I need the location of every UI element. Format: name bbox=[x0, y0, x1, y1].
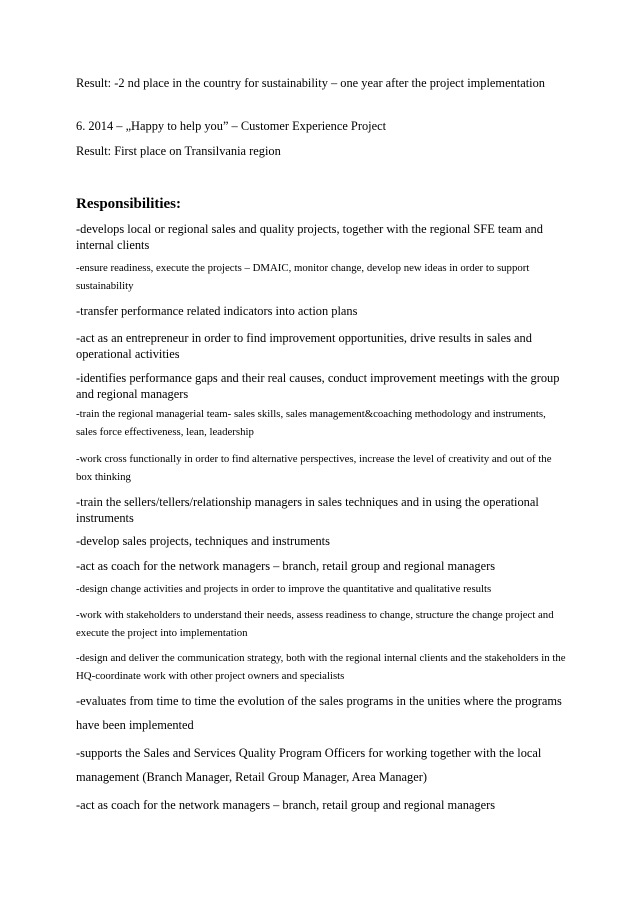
responsibility-item: -develop sales projects, techniques and instruments bbox=[76, 534, 330, 548]
responsibility-item: -work with stakeholders to understand their needs, assess readiness to change, structure the change project and execute the project into implementation bbox=[76, 609, 554, 639]
responsibility-item: -work cross functionally in order to find alternative perspectives, increase the level of creativity and out of the box thinking bbox=[76, 453, 552, 483]
result-first-place-paragraph: Result: First place on Transilvania region bbox=[76, 144, 281, 158]
responsibility-item: -act as an entrepreneur in order to find improvement opportunities, drive results in sales and operational activities bbox=[76, 331, 532, 361]
responsibility-item: -transfer performance related indicators into action plans bbox=[76, 304, 358, 318]
responsibility-item: -train the regional managerial team- sales skills, sales management&coaching methodology and instruments, sales force effectiveness, lean, leadership bbox=[76, 408, 546, 438]
customer-experience-project-paragraph: 6. 2014 – „Happy to help you” – Customer Experience Project bbox=[76, 119, 387, 133]
responsibility-item: -act as coach for the network managers – branch, retail group and regional managers bbox=[76, 798, 496, 812]
responsibility-item: -identifies performance gaps and their real causes, conduct improvement meetings with the group and regional managers bbox=[76, 371, 560, 401]
responsibility-item: -evaluates from time to time the evolution of the sales programs in the unities where the programs have been implemented bbox=[76, 694, 562, 732]
responsibility-item: -design and deliver the communication strategy, both with the regional internal clients and the stakeholders in the HQ-coordinate work with other project owners and specialists bbox=[76, 652, 566, 682]
responsibility-item: -design change activities and projects in order to improve the quantitative and qualitative results bbox=[76, 583, 492, 595]
responsibilities-heading: Responsibilities: bbox=[76, 196, 182, 212]
responsibility-item: -develops local or regional sales and quality projects, together with the regional SFE team and internal clients bbox=[76, 222, 543, 252]
responsibility-item: -train the sellers/tellers/relationship managers in sales techniques and in using the operational instruments bbox=[76, 495, 539, 525]
responsibility-item: -supports the Sales and Services Quality Program Officers for working together with the local management (Branch Manager, Retail Group Manager, Area Manager) bbox=[76, 746, 542, 784]
responsibility-item: -ensure readiness, execute the projects – DMAIC, monitor change, develop new ideas in order to support sustainability bbox=[76, 262, 530, 292]
result-sustainability-paragraph: Result: -2 nd place in the country for sustainability – one year after the project implementation bbox=[76, 76, 545, 90]
responsibility-item: -act as coach for the network managers – branch, retail group and regional managers bbox=[76, 559, 496, 573]
